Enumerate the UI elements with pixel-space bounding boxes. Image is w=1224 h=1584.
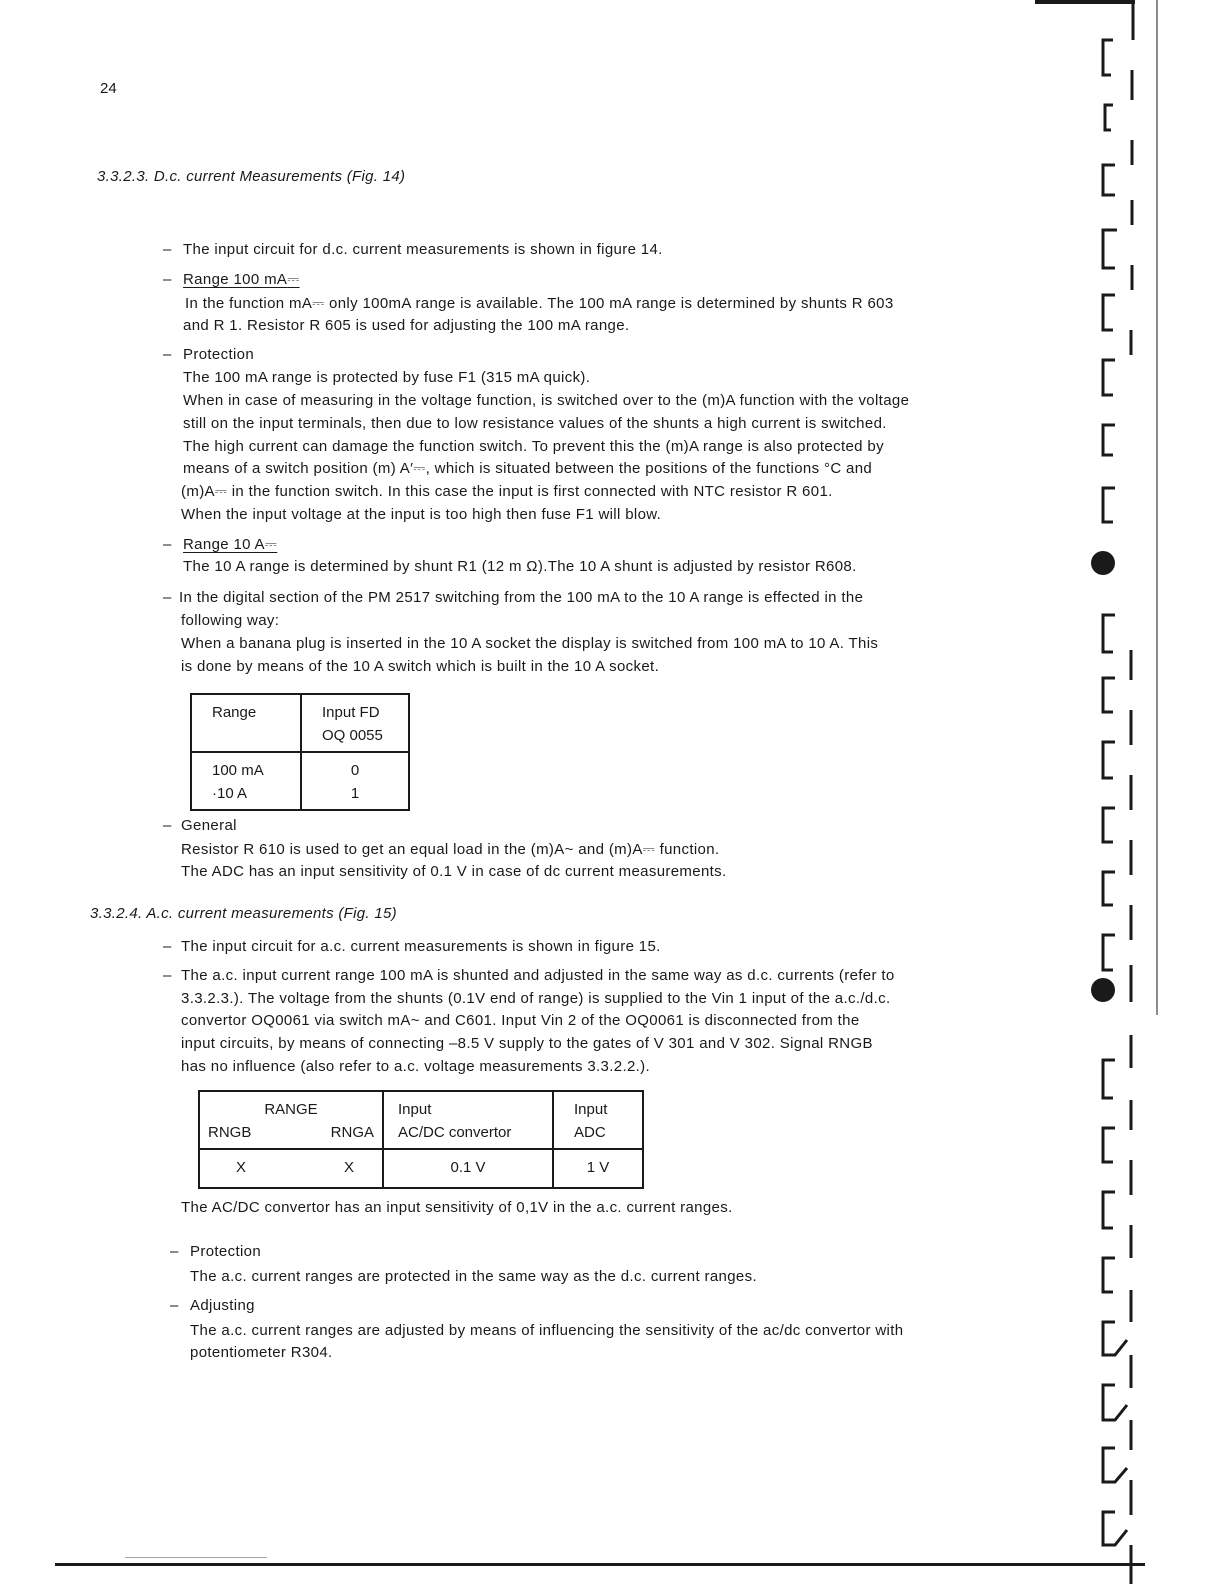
- table-cell-range: [199, 1149, 383, 1188]
- list-dash: –: [163, 967, 172, 984]
- table-header-rngb: RNGB: [208, 1124, 252, 1141]
- dc-range-table: [190, 693, 410, 811]
- table-header-input-adc-line1: Input: [574, 1101, 608, 1118]
- table-header-input-acdc-line2: AC/DC convertor: [398, 1124, 512, 1141]
- range-100ma-title: Range 100 mA⎓: [183, 271, 300, 288]
- ac-range-text-5: has no influence (also refer to a.c. voltage measurements 3.3.2.2.).: [181, 1058, 651, 1075]
- binder-bracket-icon: [1103, 742, 1115, 778]
- table-header-range: Range: [191, 694, 301, 752]
- list-dash: –: [170, 1243, 179, 1260]
- table-cell-range: [191, 752, 301, 810]
- table-row: [199, 1149, 643, 1188]
- binder-bracket-icon: [1103, 1512, 1127, 1545]
- binder-hole-icon: [1091, 978, 1115, 1002]
- binder-bracket-icon: [1103, 872, 1115, 905]
- ac-range-text-2: 3.3.2.3.). The voltage from the shunts (0.1V end of range) is supplied to the Vin 1 input of the a.c./d.c.: [181, 990, 891, 1007]
- table-cell-input-1: 1: [350, 785, 360, 802]
- protection-text-2: When in case of measuring in the voltage function, is switched over to the (m)A function with the voltage: [183, 392, 910, 409]
- ac-sensitivity-text: The AC/DC convertor has an input sensitivity of 0,1V in the a.c. current ranges.: [181, 1199, 733, 1216]
- table-header-rnga: RNGA: [330, 1124, 374, 1141]
- table-cell-adc: 1 V: [553, 1149, 643, 1188]
- binder-bracket-icon: [1103, 360, 1115, 395]
- binder-bracket-icon: [1103, 1385, 1127, 1420]
- protection-text-7: When the input voltage at the input is too high then fuse F1 will blow.: [181, 506, 662, 523]
- digital-text-2: following way:: [181, 612, 280, 629]
- list-dash: –: [163, 938, 172, 955]
- ac-range-text-3: convertor OQ0061 via switch mA~ and C601. Input Vin 2 of the OQ0061 is disconnected from the: [181, 1012, 860, 1029]
- table-header-range-label: RANGE: [264, 1101, 318, 1118]
- table-cell-input-0: 0: [350, 762, 360, 779]
- table-header-input-acdc: [383, 1091, 553, 1149]
- table-header-input-acdc-line1: Input: [398, 1101, 432, 1118]
- binder-bracket-icon: [1103, 1060, 1115, 1098]
- list-dash: –: [163, 589, 172, 606]
- protection-text-1: The 100 mA range is protected by fuse F1 (315 mA quick).: [183, 369, 591, 386]
- protection-text-4: The high current can damage the function switch. To prevent this the (m)A range is also protected by: [183, 438, 884, 455]
- bottom-rule: [55, 1563, 1145, 1566]
- binder-bracket-icon: [1103, 1128, 1115, 1162]
- table-header-range: [199, 1091, 383, 1149]
- table-header-input-adc: [553, 1091, 643, 1149]
- list-dash: –: [163, 536, 172, 553]
- binder-bracket-icon: [1103, 1322, 1127, 1355]
- ac-adjusting-title: Adjusting: [190, 1297, 255, 1314]
- protection-text-5: means of a switch position (m) A′⎓, which is situated between the positions of the functions °C and: [183, 460, 873, 477]
- protection-text-3: still on the input terminals, then due to low resistance values of the shunts a high current is switched.: [183, 415, 887, 432]
- range-10a-text: The 10 A range is determined by shunt R1 (12 m Ω).The 10 A shunt is adjusted by resistor R608.: [183, 558, 857, 575]
- binder-bracket-icon: [1103, 295, 1115, 330]
- digital-text-4: is done by means of the 10 A switch which is built in the 10 A socket.: [181, 658, 660, 675]
- binder-bracket-icon: [1103, 1192, 1115, 1228]
- ac-adjusting-text-1: The a.c. current ranges are adjusted by means of influencing the sensitivity of the ac/dc convertor with: [190, 1322, 904, 1339]
- list-dash: –: [163, 817, 172, 834]
- protection-title: Protection: [183, 346, 255, 363]
- dc-intro: The input circuit for d.c. current measurements is shown in figure 14.: [183, 241, 663, 258]
- range-10a-title: Range 10 A⎓: [183, 536, 278, 553]
- table-header-input: [301, 694, 409, 752]
- section-heading-ac: 3.3.2.4. A.c. current measurements (Fig. 15): [90, 905, 397, 922]
- list-dash: –: [163, 241, 172, 258]
- table-cell-input: [301, 752, 409, 810]
- table-row: [191, 694, 409, 752]
- binder-bracket-icon: [1103, 808, 1115, 842]
- ac-adjusting-text-2: potentiometer R304.: [190, 1344, 333, 1361]
- ac-protection-text: The a.c. current ranges are protected in the same way as the d.c. current ranges.: [190, 1268, 757, 1285]
- binder-bracket-icon: [1103, 1258, 1115, 1292]
- list-dash: –: [163, 271, 172, 288]
- table-cell-range-100ma: 100 mA: [212, 762, 264, 779]
- general-title: General: [181, 817, 237, 834]
- ac-intro: The input circuit for a.c. current measurements is shown in figure 15.: [181, 938, 661, 955]
- table-cell-range-10a: ·10 A: [212, 785, 248, 802]
- ac-protection-title: Protection: [190, 1243, 262, 1260]
- binder-bracket-icon: [1103, 615, 1115, 652]
- range-100ma-text-1: In the function mA⎓ only 100mA range is available. The 100 mA range is determined by shunts R 603: [185, 295, 894, 312]
- table-row: [191, 752, 409, 810]
- binder-bracket-icon: [1103, 678, 1115, 712]
- digital-text-1: In the digital section of the PM 2517 switching from the 100 mA to the 10 A range is effected in the: [179, 589, 864, 606]
- table-header-input-line1: Input FD: [322, 704, 380, 721]
- ac-range-text-1: The a.c. input current range 100 mA is shunted and adjusted in the same way as d.c. currents (refer to: [181, 967, 895, 984]
- binder-bracket-icon: [1103, 425, 1115, 455]
- table-cell-acdc: 0.1 V: [383, 1149, 553, 1188]
- page-number: 24: [100, 80, 117, 97]
- table-cell-rngb: X: [236, 1159, 247, 1176]
- table-row: [199, 1091, 643, 1149]
- binder-bracket-icon: [1103, 230, 1117, 268]
- general-text-1: Resistor R 610 is used to get an equal load in the (m)A~ and (m)A⎓ function.: [181, 841, 720, 858]
- binder-bracket-icon: [1103, 935, 1115, 970]
- table-cell-rnga: X: [343, 1159, 354, 1176]
- binder-hole-icon: [1091, 551, 1115, 575]
- ac-range-table: [198, 1090, 644, 1189]
- general-text-2: The ADC has an input sensitivity of 0.1 V in case of dc current measurements.: [181, 863, 727, 880]
- table-header-input-line2: OQ 0055: [322, 727, 383, 744]
- section-heading-dc: 3.3.2.3. D.c. current Measurements (Fig. 14): [97, 168, 406, 185]
- bottom-blue-line: [125, 1557, 267, 1558]
- binder-bracket-icon: [1103, 40, 1113, 75]
- table-header-input-adc-line2: ADC: [574, 1124, 606, 1141]
- protection-text-6: (m)A⎓ in the function switch. In this case the input is first connected with NTC resistor R 601.: [181, 483, 833, 500]
- list-dash: –: [163, 346, 172, 363]
- range-100ma-text-2: and R 1. Resistor R 605 is used for adjusting the 100 mA range.: [183, 317, 630, 334]
- list-dash: –: [170, 1297, 179, 1314]
- binder-bracket-icon: [1103, 488, 1115, 522]
- binder-edge-graphic: [1085, 0, 1224, 1584]
- binder-bracket-icon: [1103, 1448, 1127, 1482]
- digital-text-3: When a banana plug is inserted in the 10 A socket the display is switched from 100 mA to 10 A. This: [181, 635, 879, 652]
- binder-bracket-icon: [1105, 105, 1113, 130]
- binder-bracket-icon: [1103, 165, 1115, 195]
- ac-range-text-4: input circuits, by means of connecting –8.5 V supply to the gates of V 301 and V 302. Signal RNGB: [181, 1035, 873, 1052]
